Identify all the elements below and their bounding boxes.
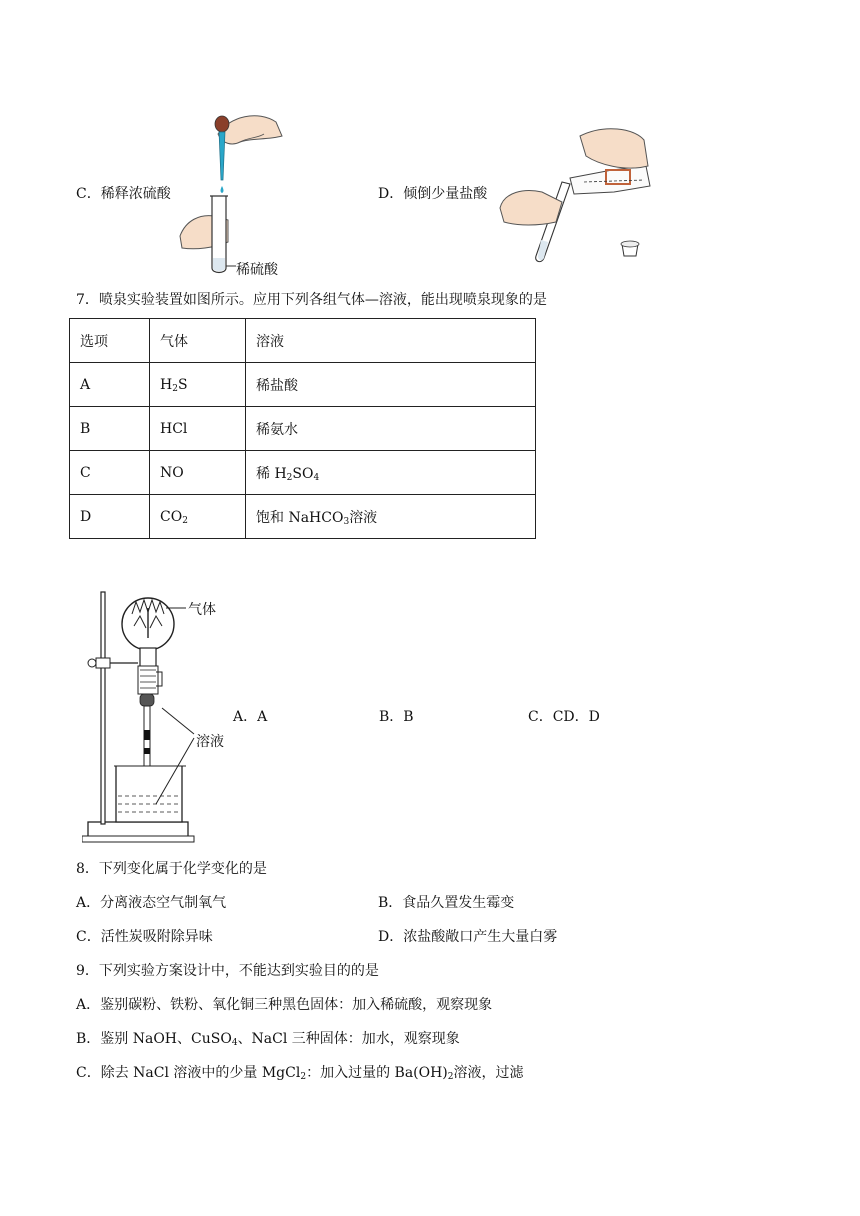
pouring-figure [494,122,674,264]
q8-option-c: C．活性炭吸附除异味 [76,929,213,945]
q7-answer-a: A．A [233,709,268,725]
header-gas: 气体 [150,319,246,363]
header-solution: 溶液 [246,319,536,363]
row-solution: 稀盐酸 [246,363,536,407]
dilute-acid-label: 稀硫酸 [236,262,278,278]
q7-table [69,318,536,539]
dilution-figure [178,108,298,280]
table-header-row [70,319,536,363]
q9-option-a: A．鉴别碳粉、铁粉、氧化铜三种黑色固体：加入稀硫酸，观察现象 [76,997,493,1013]
row-option: D [70,495,150,539]
row-gas: NO [150,451,246,495]
q9-option-b: B．鉴别 NaOH、CuSO$_4$、NaCl 三种固体：加水，观察现象 [76,1031,460,1048]
q6-option-d: D．倾倒少量盐酸 [378,186,488,202]
row-solution: 稀 $H_2SO_4$ [246,451,536,495]
row-solution: 饱和 NaHCO$_3$溶液 [246,495,536,539]
row-gas: $CO_2$ [150,495,246,539]
q7-stem: 7．喷泉实验装置如图所示。应用下列各组气体—溶液，能出现喷泉现象的是 [76,292,547,308]
table-row [70,495,536,539]
q9-option-c: C．除去 NaCl 溶液中的少量 MgCl$_2$：加入过量的 $Ba(OH)_2$溶液，过滤 [76,1065,524,1082]
q8-option-a: A．分离液态空气制氧气 [76,895,227,911]
row-option: C [70,451,150,495]
q8-stem: 8．下列变化属于化学变化的是 [76,861,267,877]
q7-answer-c: C．CD．D [528,709,600,725]
q9-stem: 9．下列实验方案设计中，不能达到实验目的的是 [76,963,379,979]
table-row [70,363,536,407]
q8-option-d: D．浓盐酸敞口产生大量白雾 [378,929,558,945]
header-option: 选项 [70,319,150,363]
fountain-apparatus-figure [82,586,254,844]
row-gas: HCl [150,407,246,451]
row-solution: 稀氨水 [246,407,536,451]
row-option: B [70,407,150,451]
q6-option-c: C．稀释浓硫酸 [76,186,171,202]
row-option: A [70,363,150,407]
solution-label: 溶液 [196,734,224,750]
q8-option-b: B．食品久置发生霉变 [378,895,515,911]
q7-answer-b: B．B [379,709,414,725]
table-row [70,407,536,451]
row-gas: $H_2S$ [150,363,246,407]
table-row [70,451,536,495]
gas-label: 气体 [188,602,216,618]
